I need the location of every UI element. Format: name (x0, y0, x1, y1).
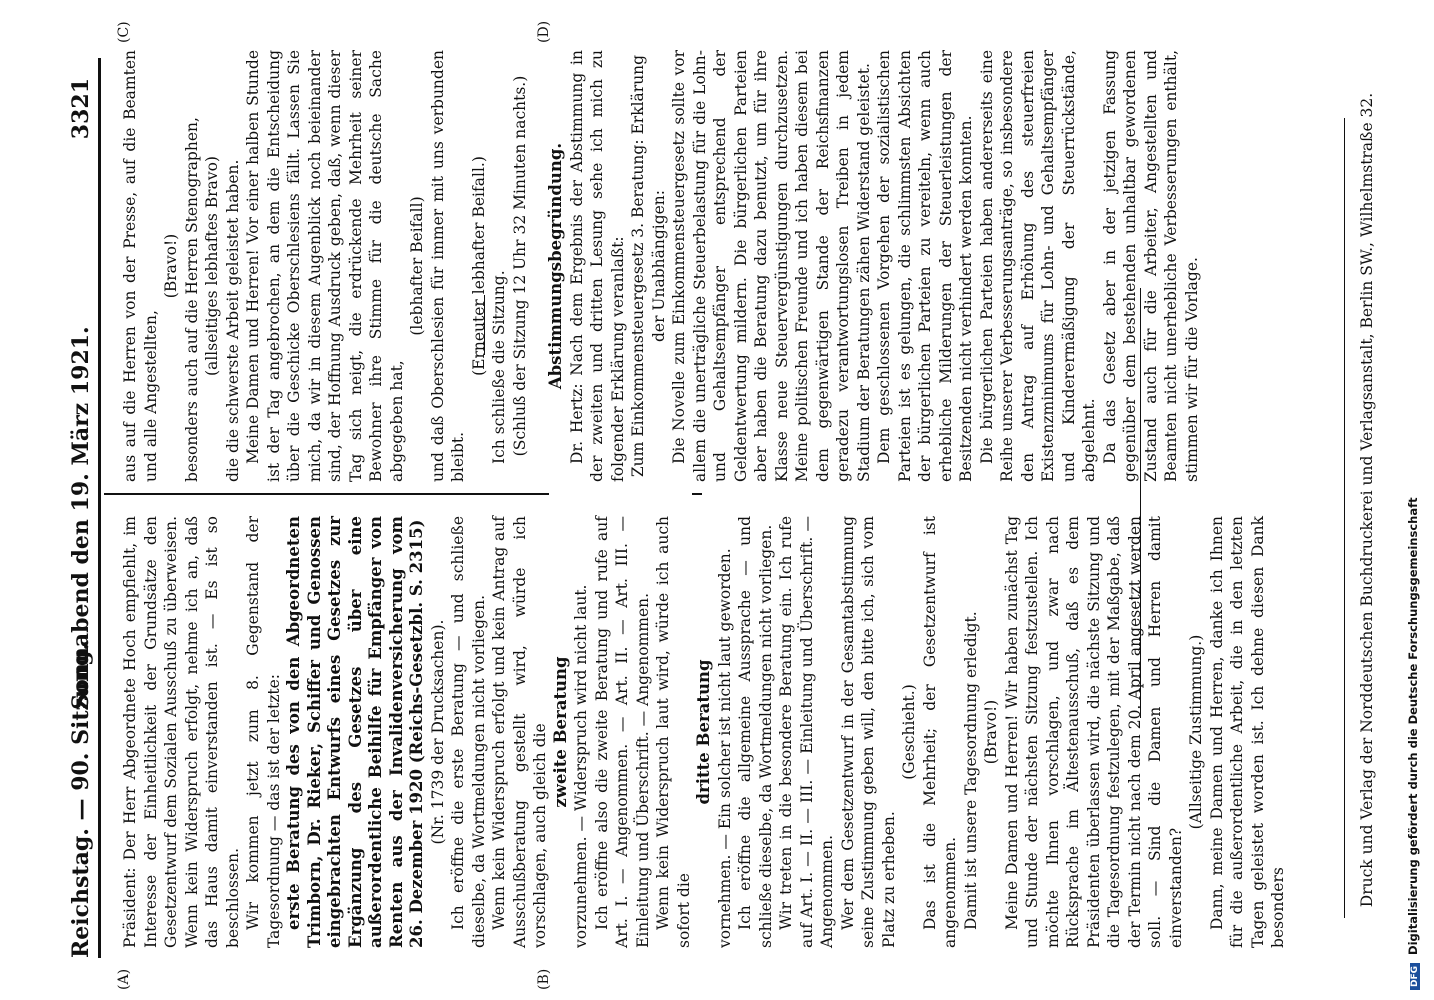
paragraph: und daß Oberschlesien für immer mit uns verbunden bleibt. (428, 50, 467, 482)
paragraph: (Schluß der Sitzung 12 Uhr 32 Minuten nachts.) (510, 75, 529, 457)
left-column (120, 516, 1289, 948)
paragraph: (Bravo!) (162, 233, 180, 299)
paragraph: (Bravo!) (982, 699, 1000, 765)
agenda-item-title: erste Beratung des von den Abgeordneten Trimborn, Dr. Rieker, Schiffer und Genossen eingebrachten Entwurfs eines Gesetzes zur Ergänzung des Gesetzes über eine außerordentliche Beihilfe für Empfänger von Renten aus der Invalidenversicherung vom 26. Dezember 1920 (Reichs-Gesetzbl. S. 2315) (284, 516, 426, 948)
dfg-logo-icon: DFG (1410, 963, 1420, 990)
section-heading: dritte Beratung (694, 659, 713, 805)
paragraph: aus auf die Herren von der Presse, auf die Beamten und alle Angestellten, (121, 50, 160, 482)
paragraph: (Erneuter lebhafter Beifall.) (469, 156, 488, 376)
paragraph: Damit ist unsere Tagesordnung erledigt. (961, 611, 980, 930)
paragraph: Dr. Hertz: Nach dem Ergebnis der Abstimmung in der zweiten und dritten Lesung sehe ich mich zu folgender Erklärung veranlaßt: (567, 50, 627, 482)
paragraph: Meine Damen und Herren! Wir haben zunächst Tag und Stunde der nächsten Sitzung festzustellen. Ich möchte Ihnen vorschlagen, und zwar nach Rücksprache im Ältestenausschuß, daß es dem Präsidenten überlassen wird, die nächste Sitzung und die Tagesordnung festzulegen, mit der Maßgabe, daß der Termin nicht nach dem 20. April angesetzt werden soll. — Sind die Damen und Herren damit einverstanden? (1002, 516, 1185, 948)
paragraph: (Nr. 1739 der Drucksachen). (428, 619, 447, 845)
margin-marker-c: (C) (116, 21, 132, 43)
paragraph: Ich eröffne also die zweite Beratung und rufe auf Art. I. — Angenommen. — Art. II. — Art. III. — Einleitung und Überschrift. — Angenommen. (592, 516, 652, 948)
paragraph: (Allseitige Zustimmung.) (1187, 634, 1205, 830)
paragraph: besonders auch auf die Herren Stenographen, (182, 117, 201, 482)
printer-footer: Druck und Verlag der Norddeutschen Buchdruckerei und Verlagsanstalt, Berlin SW., Wilhelmstraße 32. (1358, 92, 1376, 908)
paragraph: Meine Damen und Herren! Vor einer halben Stunde ist der Tag angebrochen, an dem die Entscheidung über die Geschicke Oberschlesiens fällt. Lassen Sie mich, da wir in diesem Augenblick noch beieinander sind, der Hoffnung Ausdruck geben, daß, wenn dieser Tag sich neigt, die erdrückende Mehrheit seiner Bewohner ihre Stimme für die deutsche Sache abgegeben hat, (244, 50, 406, 482)
rotated-page (2, 2, 1432, 998)
section-heading: Abstimmungsbegründung. (546, 142, 565, 390)
margin-marker-d: (D) (536, 20, 552, 43)
column-divider-mid (692, 493, 702, 495)
paragraph: Wenn kein Widerspruch erfolgt und kein Antrag auf Ausschußberatung gestellt wird, würde ich vorschlagen, auch gleich die (490, 516, 549, 948)
paragraph: (lebhafter Beifall) (408, 196, 426, 336)
margin-marker-b: (B) (536, 968, 552, 990)
paragraph: die die schwerste Arbeit geleistet haben. (223, 159, 242, 482)
section-heading: zweite Beratung (550, 656, 570, 808)
right-column (120, 50, 1202, 482)
paragraph: vornehmen. — Ein solcher ist nicht laut geworden. (715, 548, 734, 948)
page-number: 3321 (68, 78, 94, 140)
paragraph: Ich eröffne die allgemeine Aussprache — und schließe dieselbe, da Wortmeldungen nicht vorliegen. (736, 516, 775, 948)
header-left: Reichstag. — 90. Sitzung. (68, 642, 94, 958)
paragraph: Ich schließe die Sitzung. (490, 270, 508, 464)
header-date: Sonnabend den 19. März 1921. (68, 326, 94, 710)
paragraph: Wer dem Gesetzentwurf in der Gesamtabstimmung seine Zustimmung geben will, den bitte ich, sich vom Platz zu erheben. (838, 516, 898, 948)
paragraph: Dem geschlossenen Vorgehen der sozialistischen Parteien ist es gelungen, die schlimmsten Absichten der bürgerlichen Parteien zu vereiteln, wenn auch erhebliche Milderungen der Steuerleistungen der Besitzenden nicht verhindert werden konnten. (875, 50, 975, 482)
paragraph: Wenn kein Widerspruch laut wird, würde ich auch sofort die (654, 516, 693, 948)
paragraph: Dann, meine Damen und Herren, danke ich Ihnen für die außerordentliche Arbeit, die in den letzten Tagen geleistet worden ist. Ich dehne diesen Dank besonders (1207, 516, 1287, 948)
paragraph: Die bürgerlichen Parteien haben andererseits eine Reihe unserer Verbesserungsanträge, so insbesondere den Antrag auf Erhöhung des steuerfreien Existenzminimums für Lohn- und Gehaltsempfänger und Kinderermäßigung der Steuerrückstände, abgelehnt. (977, 50, 1098, 482)
bottom-rule (1140, 288, 1141, 718)
paragraph: (allseitiges lebhaftes Bravo) (203, 156, 221, 376)
header-rule (98, 58, 101, 958)
page-header (68, 78, 98, 958)
funding-note (1406, 10, 1420, 990)
paragraph: Wir treten in die besondere Beratung ein. Ich rufe auf Art. I. — II. — III. — Einleitung und Überschrift. — Angenommen. (777, 516, 836, 948)
paragraph: Zum Einkommensteuergesetz 3. Beratung: Erklärung der Unabhängigen: (629, 54, 668, 478)
paragraph: Das ist die Mehrheit; der Gesetzentwurf ist angenommen. (920, 516, 959, 948)
closing-rule (484, 295, 485, 355)
paragraph: Wir kommen jetzt zum 8. Gegenstand der Tagesordnung — das ist der letzte: (244, 516, 283, 948)
footer-rule (1344, 118, 1345, 918)
funding-note-text: Digitalisierung gefördert durch die Deutsche Forschungsgemeinschaft (1406, 497, 1420, 955)
column-divider-upper (104, 493, 549, 495)
paragraph: Die Novelle zum Einkommensteuergesetz sollte vor allem die unerträgliche Steuerbelastung für die Lohn- und Gehaltsempfänger entsprechend der Geldentwertung mildern. Die bürgerlichen Parteien aber haben die Beratung dazu benutzt, um für ihre Klasse neue Steuervergünstigungen durchzusetzen. Meine politischen Freunde und ich haben diesem bei dem gegenwärtigen Stande der Reichsfinanzen geradezu verantwortungslosen Treiben in jedem Stadium der Beratungen zähen Widerstand geleistet. (670, 50, 873, 482)
paragraph: vorzunehmen. — Widerspruch wird nicht laut. (572, 584, 590, 948)
paragraph: Da das Gesetz aber in der jetzigen Fassung gegenüber dem bestehenden unhaltbar gewordenen Zustand auch für die Arbeiter, Angestellten und Beamten nicht unerhebliche Verbesserungen enthält, stimmen wir für die Vorlage. (1100, 50, 1201, 482)
margin-marker-a: (A) (116, 968, 132, 990)
paragraph: Präsident: Der Herr Abgeordnete Hoch empfiehlt, im Interesse der Einheitlichkeit der Grundsätze den Gesetzentwurf dem Sozialen Ausschuß zu überweisen. Wenn kein Widerspruch erfolgt, nehme ich an, daß das Haus damit einverstanden ist. — Es ist so beschlossen. (121, 516, 242, 948)
paragraph: Ich eröffne die erste Beratung — und schließe dieselbe, da Wortmeldungen nicht vorliegen. (449, 516, 488, 948)
paragraph: (Geschieht.) (900, 684, 918, 780)
